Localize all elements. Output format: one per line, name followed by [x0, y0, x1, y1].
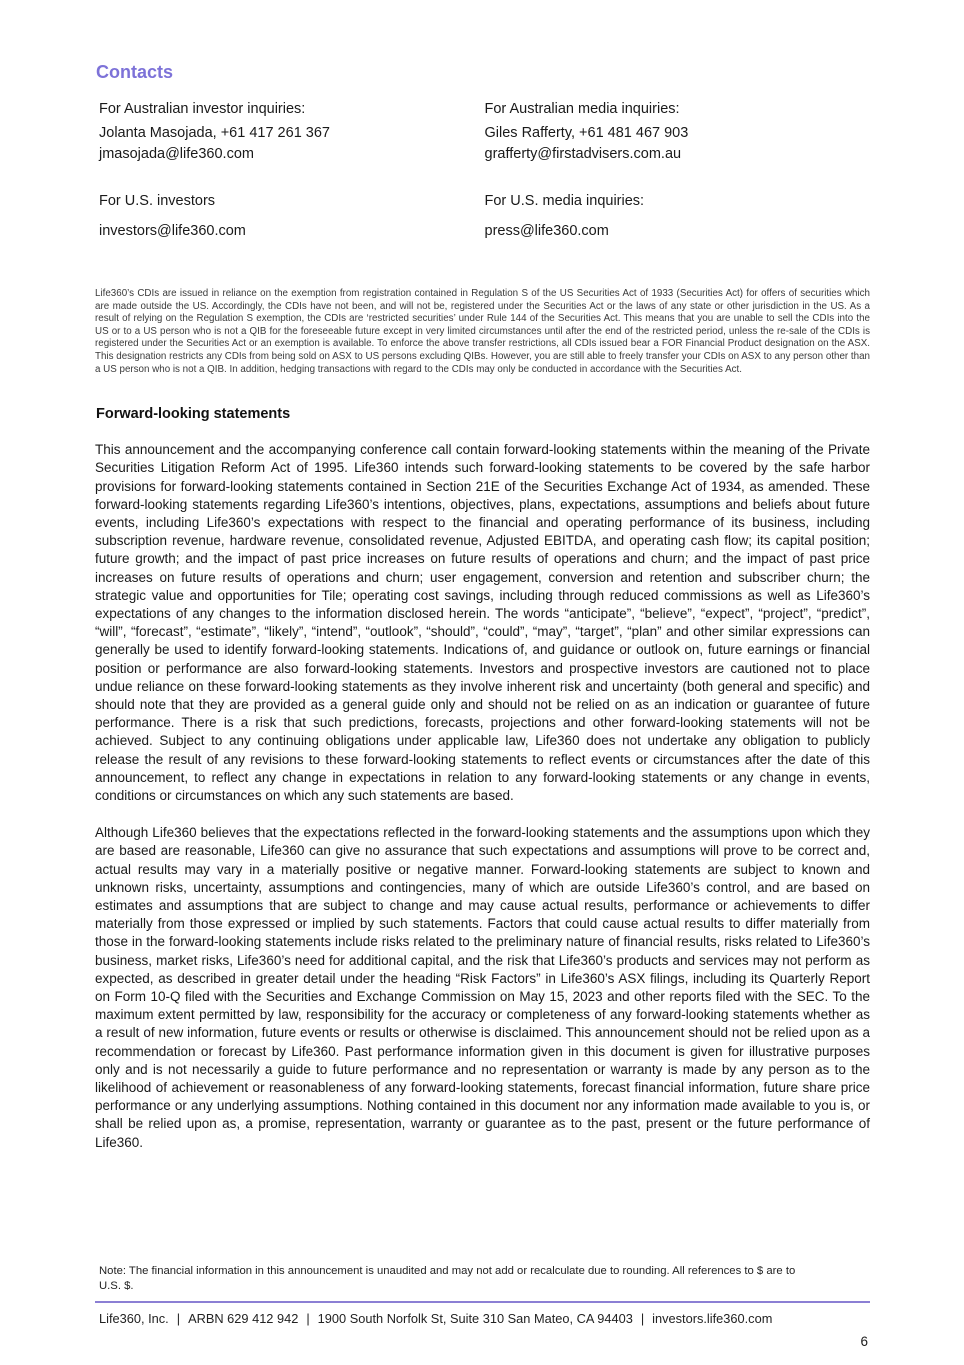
us-investor-label: For U.S. investors	[99, 193, 216, 209]
footer-separator: |	[176, 1311, 181, 1326]
forward-looking-heading: Forward-looking statements	[96, 406, 291, 423]
au-media-label: For Australian media inquiries:	[484, 101, 680, 117]
us-media-label: For U.S. media inquiries:	[484, 193, 645, 209]
page-number: 6	[860, 1334, 868, 1349]
us-investor-contact	[99, 191, 485, 242]
footer-company: Life360, Inc.	[99, 1311, 169, 1326]
au-media-contact	[485, 99, 871, 165]
contacts-column-right	[485, 99, 871, 268]
footer-separator: |	[640, 1311, 645, 1326]
forward-looking-paragraph-1: This announcement and the accompanying conference call contain forward-looking statements within the meaning of the Private Securities Litigation Reform Act of 1995. Life360 intends such forward-looking statements to be covered by the safe harbor provisions for forward-looking statements contained in Section 21E of the Securities Exchange Act of 1934, as amended. These forward-looking statements regarding Life360’s intentions, objectives, plans, expectations, assumptions and beliefs about future events, including Life360’s expectations with respect to the financial and operating performance of its business, including subscription revenue, hardware revenue, consolidated revenue, Adjusted EBITDA, and operating cash flow; its capital position; future growth; and the impact of past price increases on future results of operations and churn; and the impact of past price increases on future results of operations and churn; user engagement, conversion and retention and subscriber churn; the strategic value and opportunities for Tile; operating cost savings, including through reduced commissions as well as Life360’s expectations of any changes to the information disclosed herein. The words “anticipate”, “believe”, “expect”, “project”, “predict”, “will”, “forecast”, “estimate”, “likely”, “intend”, “outlook”, “should”, “could”, “may”, “target”, “plan” and other similar expressions can generally be used to identify forward-looking statements. Indications of, and guidance or outlook on, future earnings or financial position or performance are also forward-looking statements. Investors and prospective investors are cautioned not to place undue reliance on these forward-looking statements as they involve inherent risk and uncertainty (both general and specific) and should note that they are provided as a general guide only and should not be relied on as an indication or guarantee of future performance. There is a risk that such predictions, forecasts, projections and other forward-looking statements will not be achieved. Subject to any continuing obligations under applicable law, Life360 does not undertake any obligation to publicly release the result of any revisions to these forward-looking statements to reflect events or circumstances after the date of this announcement, to reflect any change in expectations in relation to any forward-looking statements or any change in events, conditions or circumstances on which any such statements are based.	[95, 442, 870, 804]
au-investor-name: Jolanta Masojada, +61 417 261 367	[99, 125, 330, 141]
au-media-email: grafferty@firstadvisers.com.au	[484, 146, 682, 162]
au-investor-email: jmasojada@life360.com	[99, 146, 254, 162]
au-media-name: Giles Rafferty, +61 481 467 903	[484, 125, 689, 141]
au-investor-contact	[99, 99, 485, 165]
footer	[99, 1311, 870, 1326]
footer-address: 1900 South Norfolk St, Suite 310 San Mateo, CA 94403	[317, 1311, 633, 1326]
contacts-column-left	[99, 99, 485, 268]
au-investor-label: For Australian investor inquiries:	[99, 101, 306, 117]
footer-website: investors.life360.com	[652, 1311, 773, 1326]
footer-arbn: ARBN 629 412 942	[188, 1311, 299, 1326]
contacts-section	[99, 99, 870, 268]
contacts-heading: Contacts	[96, 62, 174, 82]
footer-separator: |	[306, 1311, 310, 1326]
forward-looking-paragraph-2: Although Life360 believes that the expectations reflected in the forward-looking statements and the assumptions upon which they are based are reasonable, Life360 can give no assurance that such expectations and assumptions will prove to be correct and, actual results may vary in a materially positive or negative manner. Forward-looking statements are subject to known and unknown risks, uncertainty, assumptions and contingencies, many of which are outside Life360’s control, and are based on estimates and assumptions that are subject to change and may cause actual results, performance or achievements to differ materially from those expressed or implied by such statements. Factors that could cause actual results to differ materially from those in the forward-looking statements include risks related to the preliminary nature of financial results, risks related to Life360’s business, market risks, Life360’s need for additional capital, and the risk that Life360’s products and services may not perform as expected, as described in greater detail under the heading “Risk Factors” in Life360’s ASX filings, including its Quarterly Report on Form 10-Q filed with the Securities and Exchange Commission on May 15, 2023 and other reports filed with the SEC. To the maximum extent permitted by law, responsibility for the accuracy or completeness of any forward-looking statements whether as a result of new information, future events or results or otherwise is disclaimed. This announcement should not be relied upon as a recommendation or forecast by Life360. Past performance information given in this document is given for illustrative purposes only and is not necessarily a guide to future performance and no representation or warranty is made by any person as to the likelihood of achievement or reasonableness of any forward-looking statements, forecast financial information, future share price performance or any underlying assumptions. Nothing contained in this document nor any information made available to you is, or shall be relied upon as, a promise, representation, warranty or guarantee as to the past, present or the future performance of Life360.	[95, 825, 870, 1150]
flexible-spacer	[95, 1152, 870, 1264]
rounding-note: Note: The financial information in this announcement is unaudited and may not add or recalculate due to rounding. All references to $ are to U.S. $.	[99, 1265, 796, 1292]
us-media-email: press@life360.com	[484, 223, 609, 239]
footer-divider	[95, 1301, 870, 1303]
us-media-contact	[485, 191, 871, 242]
cdi-disclaimer-text: Life360’s CDIs are issued in reliance on the exemption from registration contained in Regulation S of the US Securities Act of 1933 (Securities Act) for offers of securities which are made outside the US. Accordingly, the CDIs have not been, and will not be, registered under the Securities Act or the laws of any state or other jurisdiction in the US. As a result of relying on the Regulation S exemption, the CDIs are ‘restricted securities’ under Rule 144 of the Securities Act. This means that you are unable to sell the CDIs into the US or to a US person who is not a QIB for the foreseeable future except in very limited circumstances until after the end of the restricted period, unless the re-sale of the CDIs is registered under the Securities Act or an exemption is available. To enforce the above transfer restrictions, all CDIs issued bear a FOR Financial Product designation on the ASX. This designation restricts any CDIs from being sold on ASX to US persons excluding QIBs. However, you are still able to freely transfer your CDIs on ASX to any person other than a US person who is not a QIB. In addition, hedging transactions with regard to the CDIs may only be conducted in accordance with the Securities Act.	[95, 288, 870, 375]
us-investor-email: investors@life360.com	[99, 223, 246, 239]
